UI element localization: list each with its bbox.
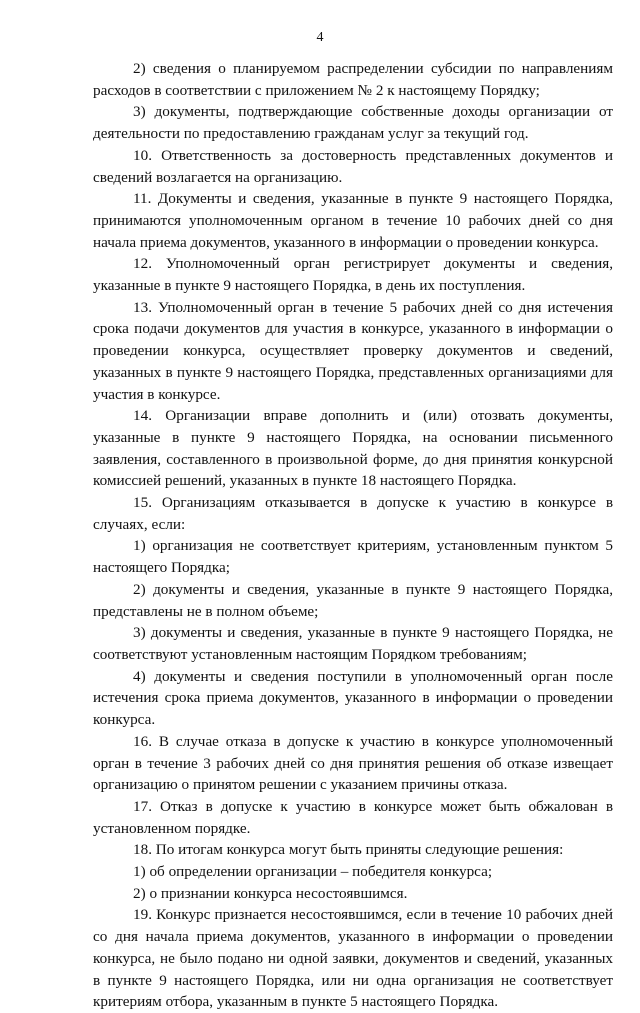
paragraph-clause-14: 14. Организации вправе дополнить и (или) отозвать документы, указанные в пункте 9 настоящего Порядка, на основании письменного заявления, составленного в произвольной форме, до дня принятия конкурсной комиссией решений, указанных в пункте 18 настоящего Порядка. [93,407,613,490]
paragraph-clause-19: 19. Конкурс признается несостоявшимся, если в течение 10 рабочих дней со дня начала приема документов, указанного в информации о проведении конкурса, не было подано ни одной заявки, документов и сведений, указанных в пункте 9 настоящего Порядка, или ни одна организация не соответствует критериям отбора, указанным в пункте 5 настоящего Порядка. [93,906,613,1011]
paragraph-clause-18-item-1: 1) об определении организации – победителя конкурса; [133,863,493,881]
paragraph-clause-18: 18. По итогам конкурса могут быть приняты следующие решения: [133,841,564,859]
paragraph-clause-12: 12. Уполномоченный орган регистрирует документы и сведения, указанные в пункте 9 настоящего Порядка, в день их поступления. [93,255,613,295]
paragraph-item-2-subsidy-distribution: 2) сведения о планируемом распределении субсидии по направлениям расходов в соответствии с приложением № 2 к настоящему Порядку; [93,60,613,99]
page-number: 4 [316,30,324,45]
paragraph-clause-15-item-3: 3) документы и сведения, указанные в пункте 9 настоящего Порядка, не соответствуют установленным настоящим Порядком требованиям; [93,624,613,663]
paragraph-clause-16: 16. В случае отказа в допуске к участию в конкурсе уполномоченный орган в течение 3 рабочих дней со дня принятия решения об отказе извещает организацию о принятом решении с указанием причины отказа. [93,732,613,794]
paragraph-clause-15-item-1: 1) организация не соответствует критериям, установленным пунктом 5 настоящего Порядка; [93,537,613,577]
paragraph-clause-10: 10. Ответственность за достоверность представленных документов и сведений возлагается на организацию. [93,146,613,186]
paragraph-clause-17: 17. Отказ в допуске к участию в конкурсе может быть обжалован в установленном порядке. [93,797,613,837]
paragraph-clause-11: 11. Документы и сведения, указанные в пункте 9 настоящего Порядка, принимаются уполномоченным органом в течение 10 рабочих дней со дня начала приема документов, указанного в информации о проведении конкурса. [93,190,613,251]
paragraph-clause-15-item-4: 4) документы и сведения поступили в уполномоченный орган после истечения срока приема документов, указанного в информации о проведении конкурса. [93,667,613,729]
paragraph-clause-18-item-2: 2) о признании конкурса несостоявшимся. [133,884,408,902]
document-body [93,58,613,1013]
paragraph-clause-13: 13. Уполномоченный орган в течение 5 рабочих дней со дня истечения срока подачи документов для участия в конкурсе, указанного в информации о проведении конкурса, осуществляет проверку документов и сведений, указанных в пункте 9 настоящего Порядка, представленных организациями для участия в конкурсе. [93,298,613,403]
paragraph-clause-15: 15. Организациям отказывается в допуске к участию в конкурсе в случаях, если: [93,494,613,533]
paragraph-item-3-income-documents: 3) документы, подтверждающие собственные доходы организации от деятельности по предоставлению гражданам услуг за текущий год. [93,103,613,143]
paragraph-clause-15-item-2: 2) документы и сведения, указанные в пункте 9 настоящего Порядка, представлены не в полном объеме; [93,580,613,620]
